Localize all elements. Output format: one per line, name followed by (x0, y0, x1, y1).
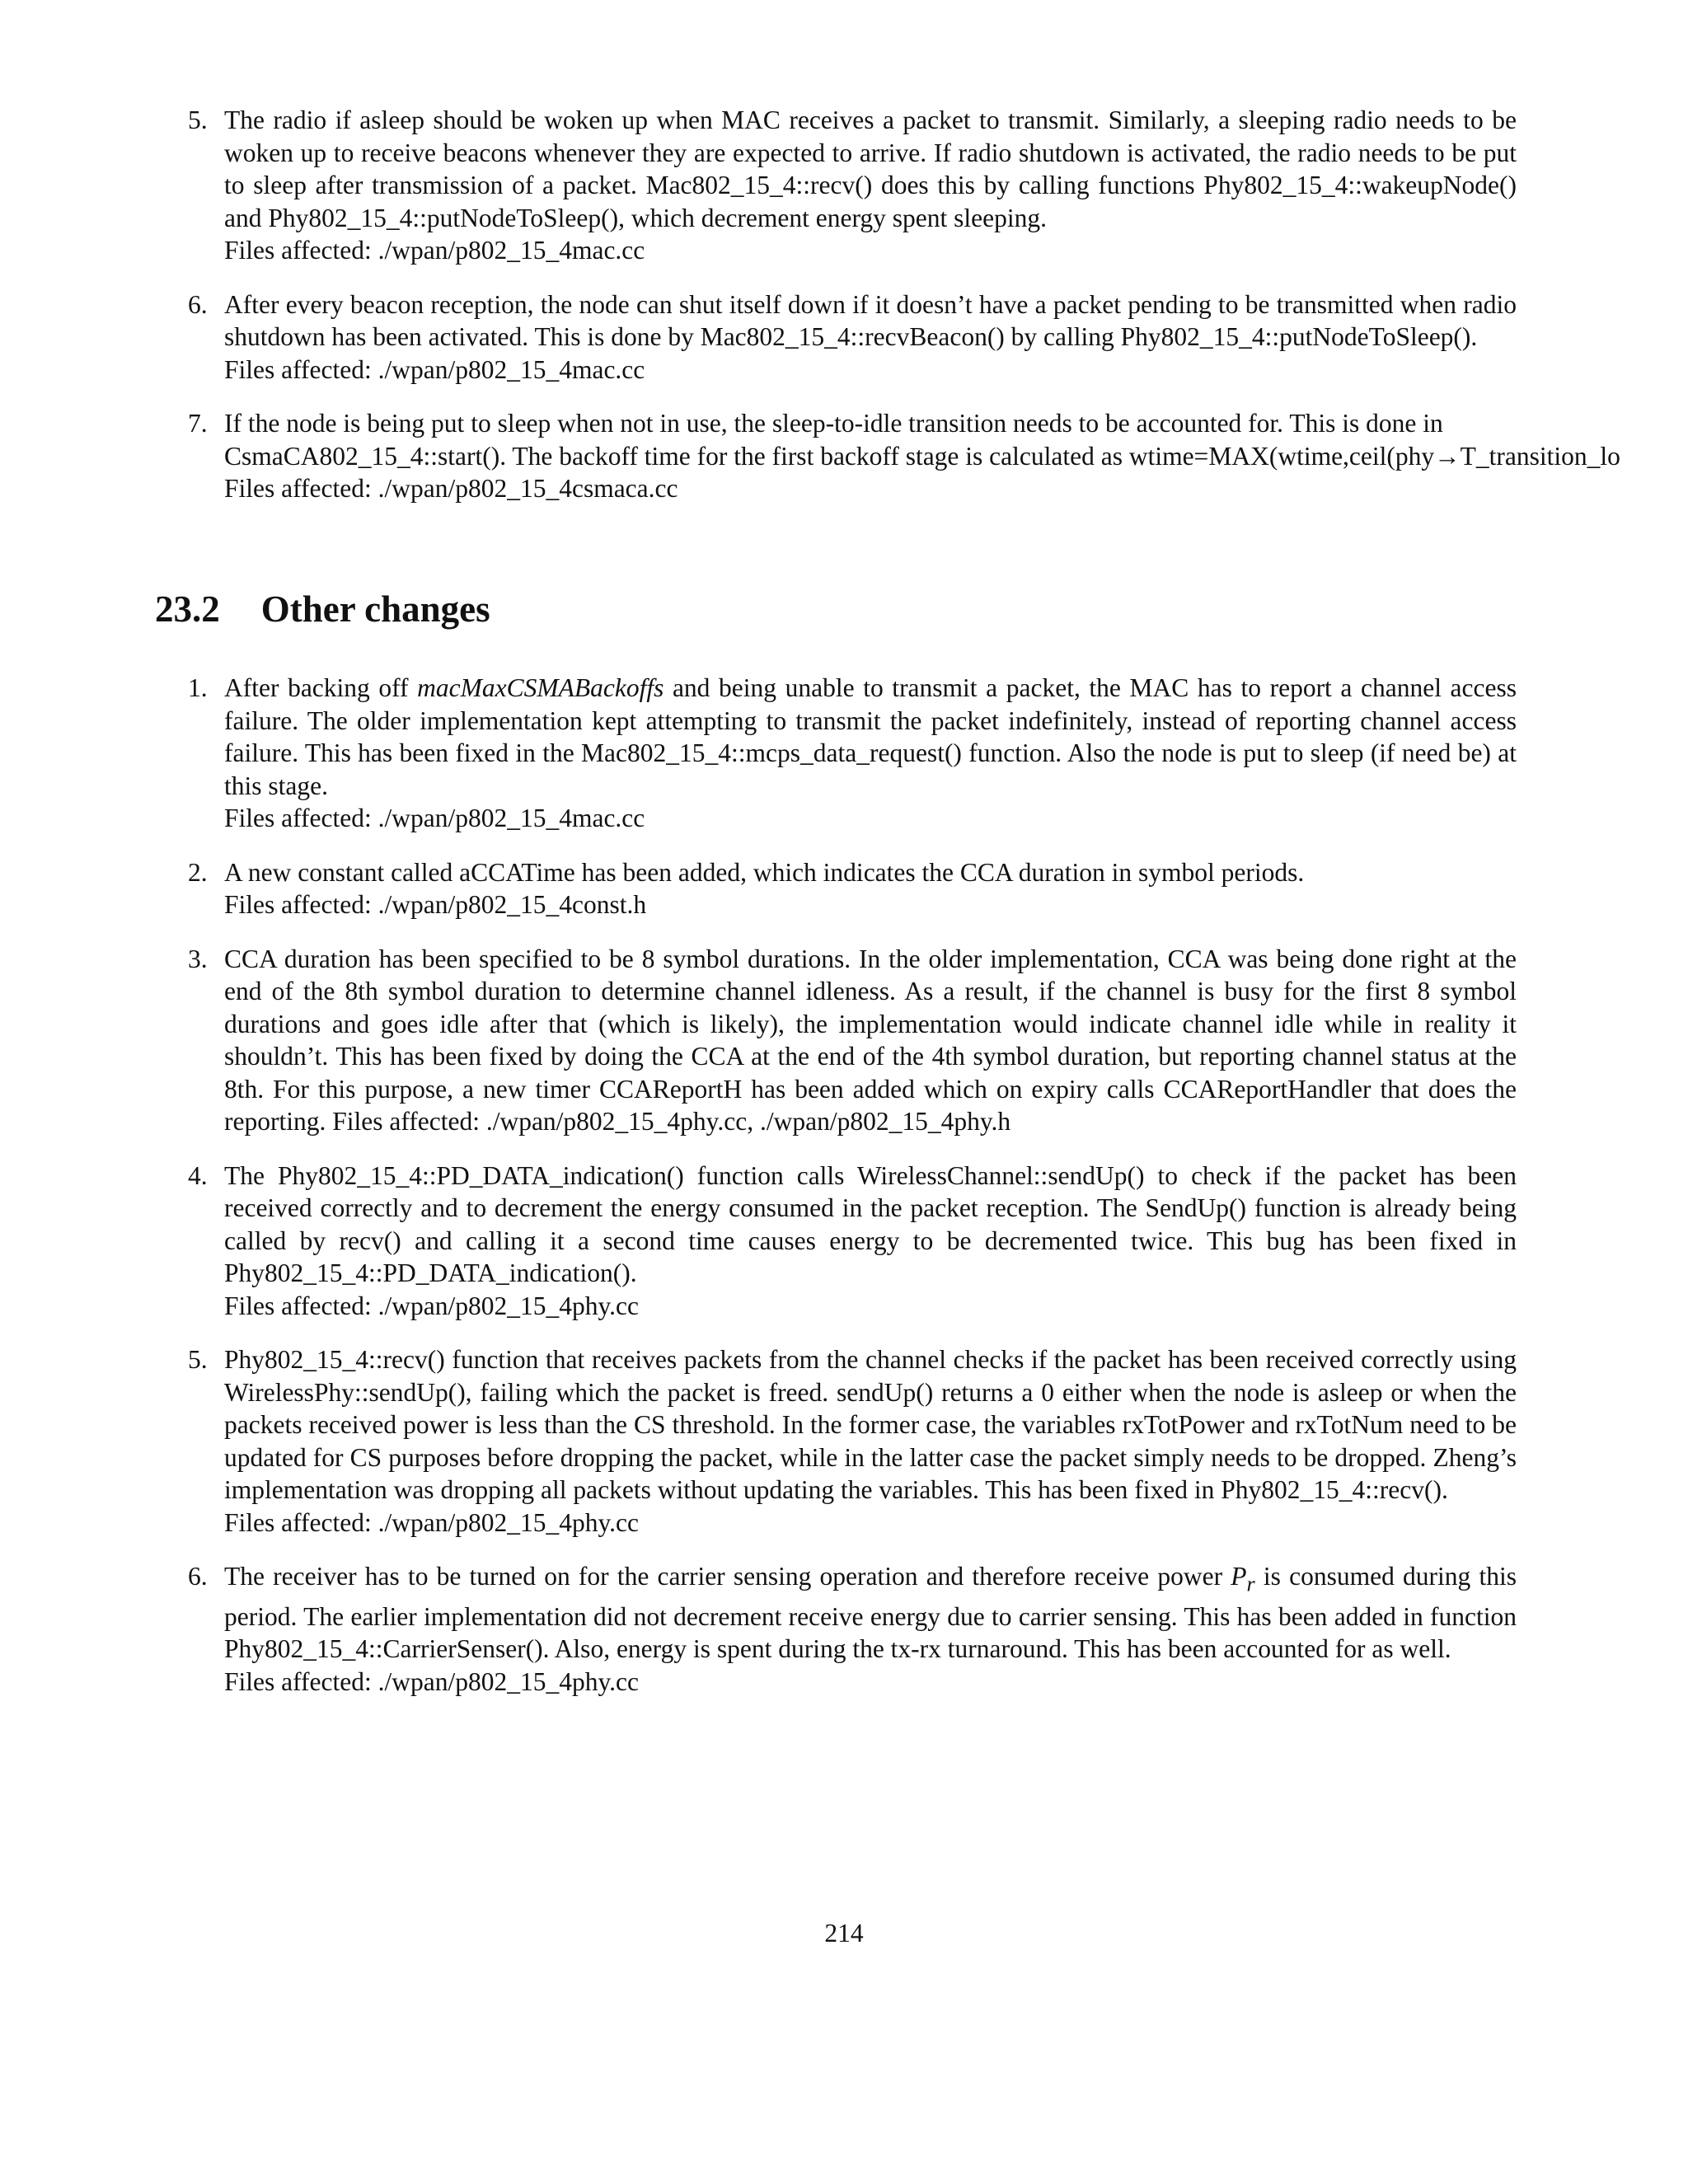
item-number: 1. (188, 673, 208, 702)
item-number: 6. (188, 289, 208, 319)
item-number: 6. (188, 1562, 208, 1591)
files-affected: Files affected: ./wpan/p802_15_4phy.cc (224, 1666, 640, 1696)
list-item (188, 1343, 1517, 1539)
section-heading (155, 588, 490, 630)
math-symbol: P (1231, 1562, 1247, 1591)
list-item (188, 1560, 1517, 1698)
list-item (188, 407, 1620, 505)
item-text: The radio if asleep should be woken up when MAC receives a packet to transmit. Similarly, a sleeping radio needs to be woken up to receive beacons whenever they are expected to arrive. If radio shutdown is activated, the radio needs to be put to sleep after transmission of a packet. Mac802_15_4::recv() does this by calling functions Phy802_15_4::wakeupNode() and Phy802_15_4::putNodeToSleep(), which decrement energy spent sleeping. (224, 105, 1517, 232)
list-item (188, 856, 1517, 921)
math-subscript: r (1246, 1572, 1255, 1596)
files-affected: Files affected: ./wpan/p802_15_4const.h (224, 890, 647, 919)
item-text: CCA duration has been specified to be 8 symbol durations. In the older implementation, CCA was being done right at the end of the 8th symbol duration to determine channel idleness. As a result, if the channel is busy for the first 8 symbol durations and goes idle after that (which is likely), the implementation would indicate channel idle while in reality it shouldn’t. This has been fixed by doing the CCA at the end of the 4th symbol duration, but reporting channel status at the 8th. For this purpose, a new timer CCAReportH has been added which on expiry calls CCAReportHandler that does the reporting. Files affected: ./wpan/p802_15_4phy.cc, ./wpan/p802_15_4phy.h (224, 944, 1517, 1136)
item-text-part: The receiver has to be turned on for the carrier sensing operation and therefore receive power (224, 1562, 1231, 1591)
item-text-line: If the node is being put to sleep when not in use, the sleep-to-idle transition needs to be accounted for. This is done in (224, 409, 1443, 438)
emphasized-term: macMaxCSMABackoffs (417, 673, 664, 702)
item-text (224, 1560, 1517, 1666)
files-affected: Files affected: ./wpan/p802_15_4phy.cc (224, 1291, 640, 1320)
files-affected: Files affected: ./wpan/p802_15_4mac.cc (224, 804, 645, 832)
other-changes-list (188, 672, 1517, 1719)
item-text: After every beacon reception, the node can shut itself down if it doesn’t have a packet pending to be transmitted when radio shutdown has been activated. This is done by Mac802_15_4::recvBeacon() by calling Phy802_15_4::putNodeToSleep(). (224, 289, 1517, 351)
files-affected: Files affected: ./wpan/p802_15_4csmaca.cc (224, 474, 678, 503)
list-item (188, 104, 1517, 267)
item-text (224, 672, 1517, 802)
files-affected: Files affected: ./wpan/p802_15_4mac.cc (224, 236, 645, 265)
item-text-part: and being unable to transmit a packet, the MAC has to report a channel access failure. The older implementation kept attempting to transmit the packet indefinitely, instead of reporting channel access failure. This has been fixed in the Mac802_15_4::mcps_data_request() function. Also the node is put to sleep (if need be) at this stage. (224, 673, 1517, 800)
item-text-part: After backing off (224, 673, 418, 702)
item-number: 3. (188, 944, 208, 973)
item-number: 4. (188, 1160, 208, 1190)
item-text-part: is consumed during this period. The earlier implementation did not decrement receive energy due to carrier sensing. This has been added in function Phy802_15_4::CarrierSenser(). Also, energy is spent during the tx-rx turnaround. This has been accounted for as well. (224, 1562, 1517, 1664)
item-text: A new constant called aCCATime has been added, which indicates the CCA duration in symbol periods. (224, 857, 1305, 887)
item-number: 2. (188, 857, 208, 887)
item-text: Phy802_15_4::recv() function that receives packets from the channel checks if the packet has been received correctly using WirelessPhy::sendUp(), failing which the packet is freed. sendUp() returns a 0 either when the node is asleep or when the packets received power is less than the CS threshold. In the former case, the variables rxTotPower and rxTotNum need to be updated for CS purposes before dropping the packet, while in the latter case the packet simply needs to be dropped. Zheng’s implementation was dropping all packets without updating the variables. This has been fixed in Phy802_15_4::recv(). (224, 1345, 1517, 1504)
item-text: The Phy802_15_4::PD_DATA_indication() function calls WirelessChannel::sendUp() to check if the packet has been received correctly and to decrement the energy consumed in the packet reception. The SendUp() function is already being called by recv() and calling it a second time causes energy to be decremented twice. This bug has been fixed in Phy802_15_4::PD_DATA_indication(). (224, 1160, 1517, 1287)
list-item (188, 943, 1517, 1138)
files-affected: Files affected: ./wpan/p802_15_4phy.cc (224, 1507, 640, 1537)
continued-list (188, 104, 1620, 527)
list-item (188, 288, 1517, 387)
item-number: 5. (188, 1345, 208, 1374)
list-item (188, 672, 1517, 835)
page-number: 214 (824, 1919, 864, 1947)
files-affected: Files affected: ./wpan/p802_15_4mac.cc (224, 354, 645, 384)
section-title: Other changes (260, 588, 490, 630)
item-number: 7. (188, 409, 208, 438)
item-number: 5. (188, 105, 208, 134)
section-number: 23.2 (155, 588, 220, 630)
list-item (188, 1160, 1517, 1323)
item-text-overflow-line: CsmaCA802_15_4::start(). The backoff time for the first backoff stage is calculated as wtime=MAX(wtime,ceil(phy→T_transition_lo (224, 441, 1620, 471)
